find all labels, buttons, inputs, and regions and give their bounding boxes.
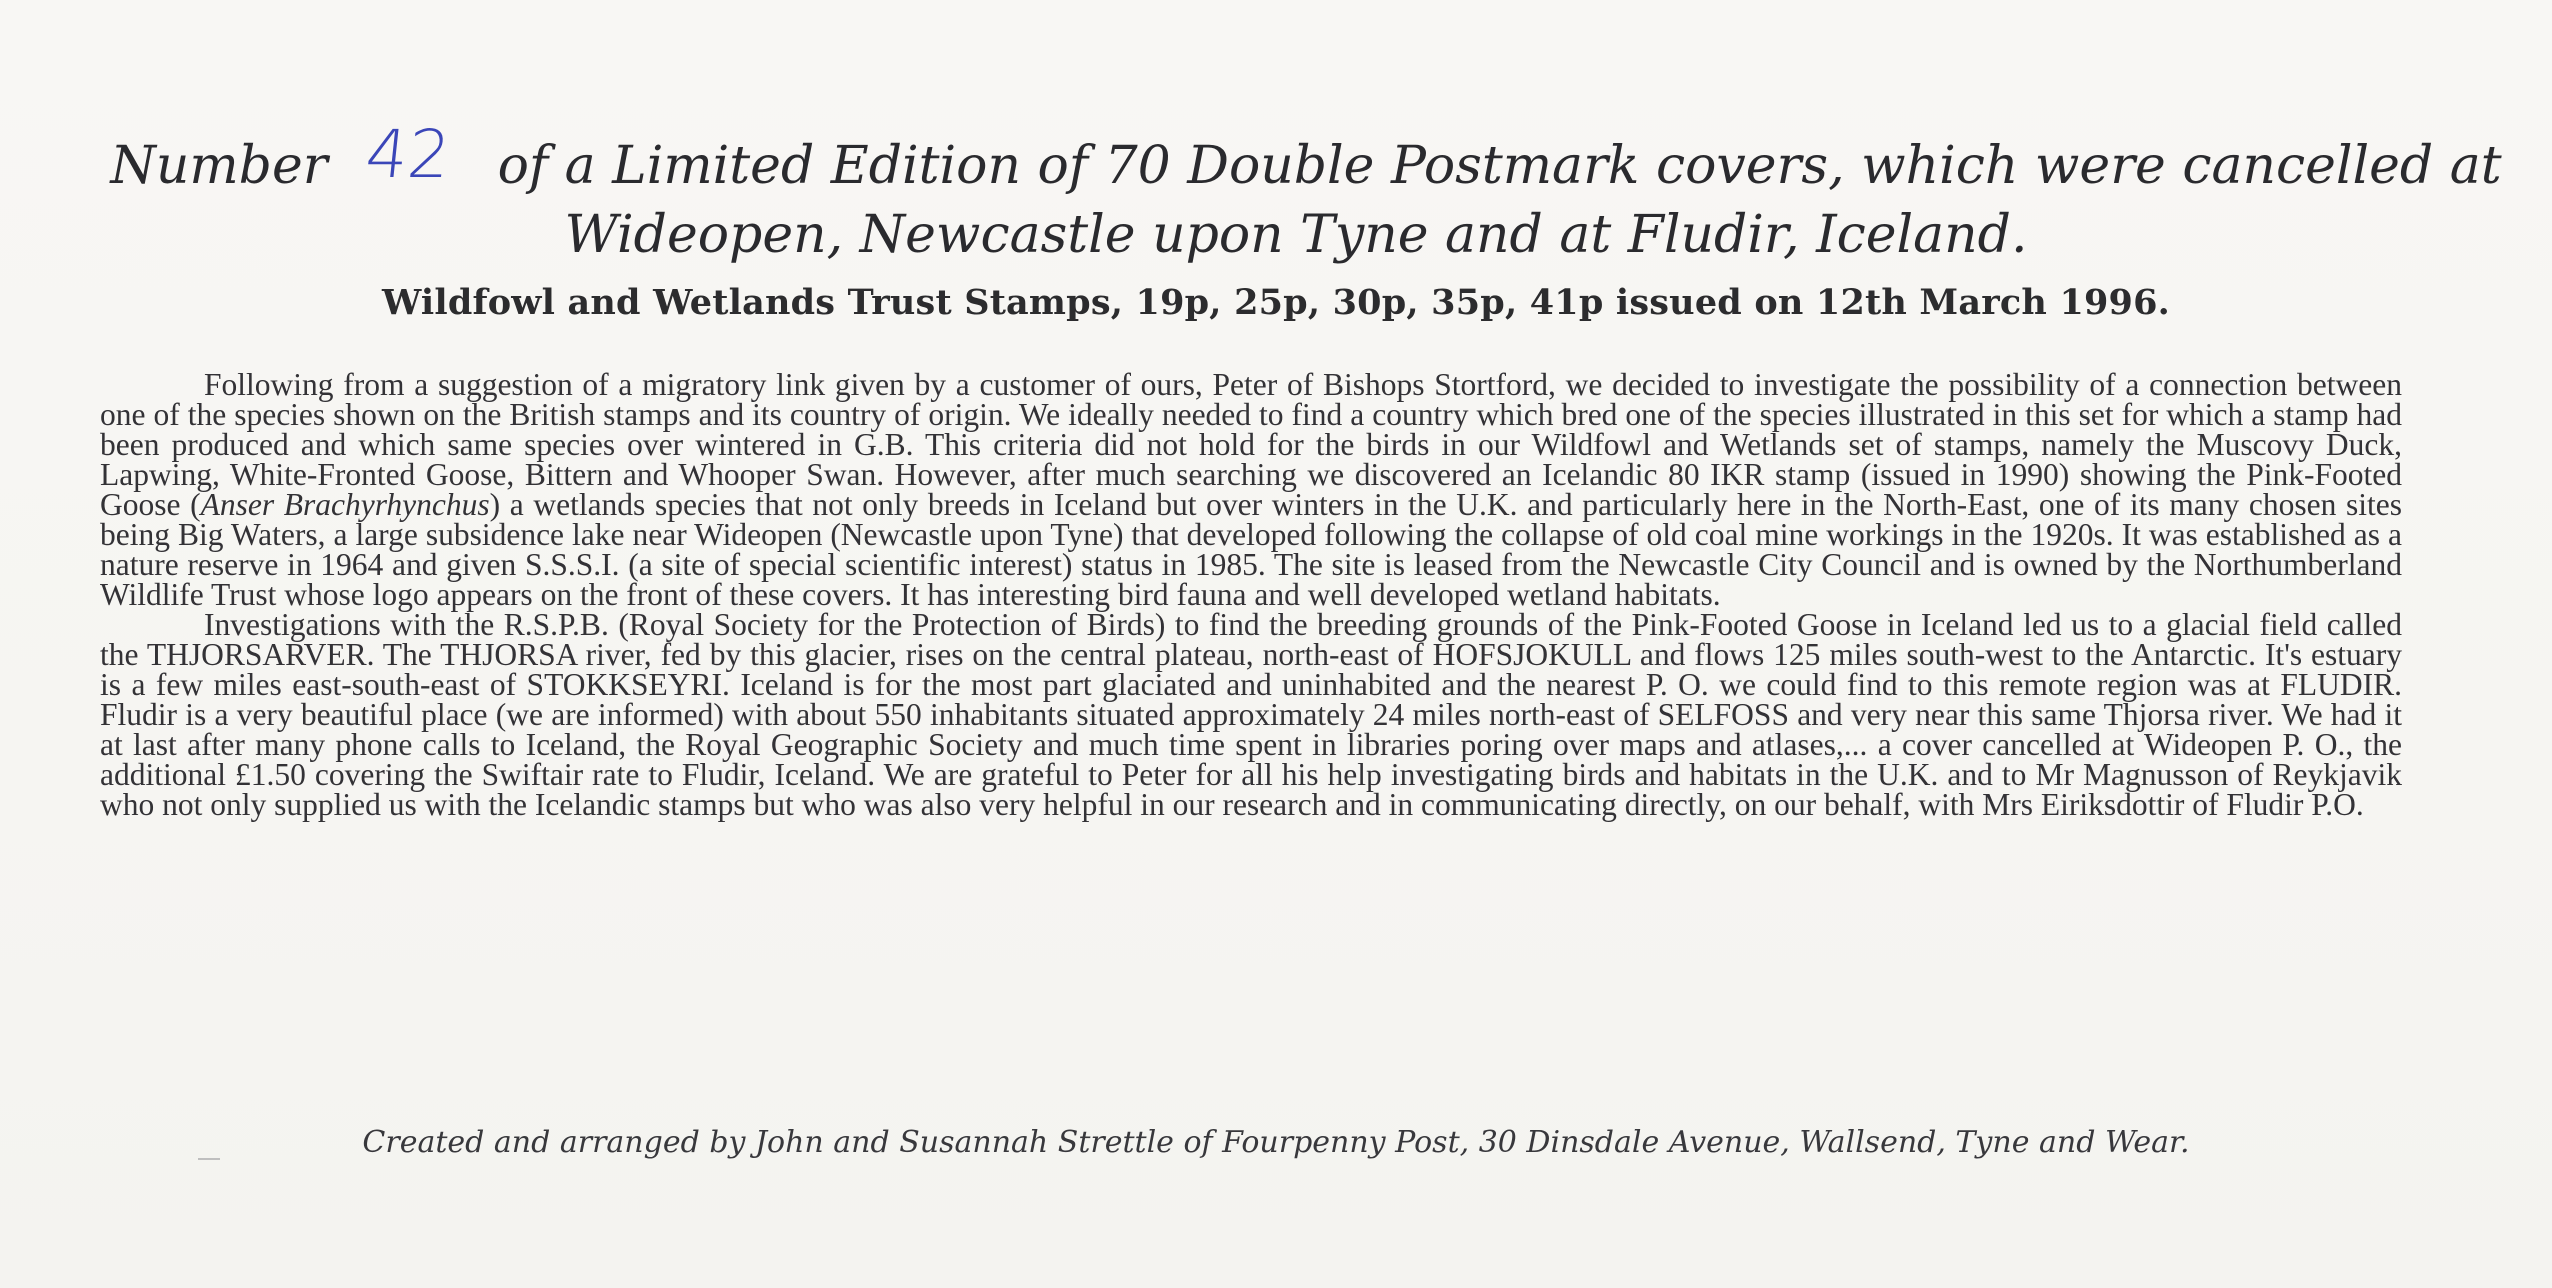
stamp-issue-subtitle: Wildfowl and Wetlands Trust Stamps, 19p, 25p, 30p, 35p, 41p issued on 12th March 1996.	[381, 282, 2171, 323]
paragraph-1	[100, 367, 2402, 612]
heading-line-1	[30, 116, 2552, 199]
scan-mark	[198, 1158, 220, 1160]
paragraph-2: Investigations with the R.S.P.B. (Royal Society for the Protection of Birds) to find the breeding grounds of the Pink-Footed Goose in Iceland led us to a glacial field called the THJORSARVER. The THJORSA river, fed by this glacier, rises on the central plateau, north-east of HOFSJOKULL and flows 125 miles south-west to the Antarctic. It's estuary is a few miles east-south-east of STOKKSEYRI. Iceland is for the most part glaciated and uninhabited and the nearest P. O. we could find to this remote region was at FLUDIR. Fludir is a very beautiful place (we are informed) with about 550 inhabitants situated approximately 24 miles north-east of SELFOSS and very near this same Thjorsa river. We had it at last after many phone calls to Iceland, the Royal Geographic Society and much time spent in libraries poring over maps and atlases,... a cover cancelled at Wideopen P. O., the additional £1.50 covering the Swiftair rate to Fludir, Iceland. We are grateful to Peter for all his help investigating birds and habitats in the U.K. and to Mr Magnusson of Reykjavik who not only supplied us with the Icelandic stamps but who was also very helpful in our research and in communicating directly, on our behalf, with Mrs Eiriksdottir of Fludir P.O.	[100, 607, 2402, 822]
paragraph-1-part-1: Following from a suggestion of a migratory link given by a customer of ours, Peter of Bishops Stortford, we decided to investigate the possibility of a connection between one of the species shown on the British stamps and its country of origin. We ideally needed to find a country which bred one of the species illustrated in this set for which a stamp had been produced and which same species over wintered in G.B. This criteria did not hold for the birds in our Wildfowl and Wetlands set of stamps, namely the Muscovy Duck, Lapwing, White-Fronted Goose, Bittern and Whooper Swan. However, after much searching we discovered an Icelandic 80 IKR stamp (issued in 1990) showing the Pink-Footed Goose (	[100, 367, 2402, 522]
paragraph-1-part-2: ) a wetlands species that not only breeds in Iceland but over winters in the U.K. and particularly here in the North-East, one of its many chosen sites being Big Waters, a large subsidence lake near Wideopen (Newcastle upon Tyne) that developed following the collapse of old coal mine workings in the 1920s. It was established as a nature reserve in 1964 and given S.S.S.I. (a site of special scientific interest) status in 1985. The site is leased from the Newcastle City Council and is owned by the Northumberland Wildlife Trust whose logo appears on the front of these covers. It has interesting bird fauna and well developed wetland habitats.	[100, 487, 2402, 612]
heading-prefix: Number	[110, 136, 328, 196]
heading-line-2: Wideopen, Newcastle upon Tyne and at Fludir, Iceland.	[564, 205, 2028, 265]
handwritten-edition-number: 42	[361, 116, 454, 193]
body-text	[100, 367, 2402, 822]
heading-suffix: of a Limited Edition of 70 Double Postmark covers, which were cancelled at	[497, 136, 2502, 196]
credit-line: Created and arranged by John and Susannah Strettle of Fourpenny Post, 30 Dinsdale Avenue, Wallsend, Tyne and Wear.	[362, 1125, 2190, 1160]
latin-species-name: Anser Brachyrhynchus	[200, 487, 490, 522]
